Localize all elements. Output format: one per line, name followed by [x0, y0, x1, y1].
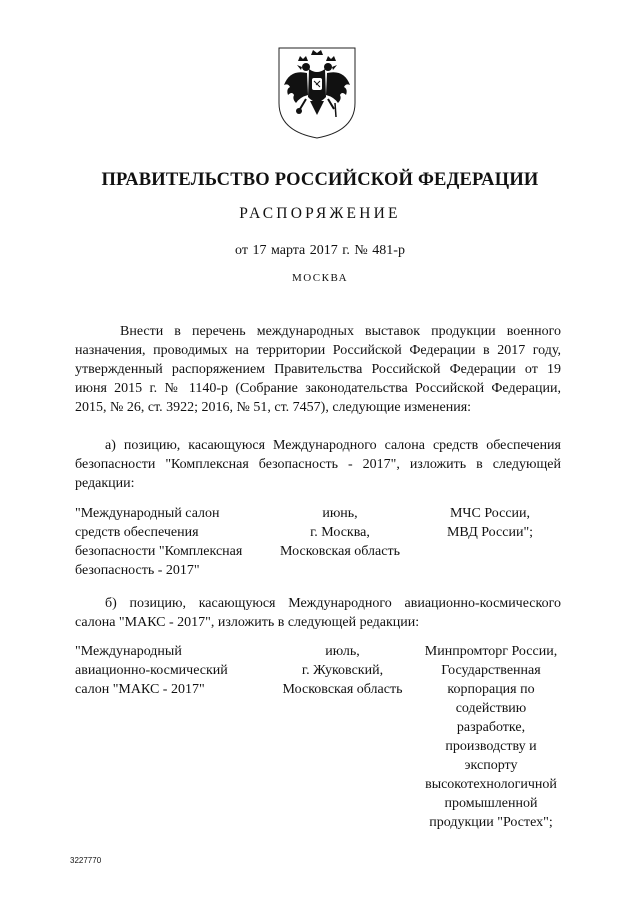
- coat-of-arms-emblem: [276, 45, 358, 141]
- entry-1-place: [270, 504, 410, 561]
- entry-2-organizer-line: Минпромторг России,: [424, 644, 558, 659]
- entry-2-organizer-line: разработке,: [456, 720, 526, 735]
- entry-1-organizer-line: МВД России";: [446, 525, 534, 540]
- entry-2-organizer-line: продукции "Ростех";: [429, 815, 553, 830]
- organization-title: ПРАВИТЕЛЬСТВО РОССИЙСКОЙ ФЕДЕРАЦИИ: [101, 170, 539, 190]
- entry-2-place-line: июль,: [325, 644, 360, 659]
- entry-2-organizer: [412, 642, 570, 832]
- entry-1-place-line: Московская область: [280, 544, 400, 559]
- document-type: РАСПОРЯЖЕНИЕ: [239, 205, 401, 222]
- entry-1-name: [75, 504, 285, 580]
- entry-2-place-line: Московская область: [282, 682, 403, 697]
- entry-2-organizer-line: промышленной: [444, 796, 538, 811]
- entry-1-place-line: июнь,: [322, 506, 358, 521]
- entry-2-organizer-line: Государственная: [441, 663, 541, 678]
- document-code: 3227770: [70, 856, 102, 865]
- entry-2-organizer-line: корпорация по: [447, 682, 535, 697]
- entry-2-name-line: авиационно-космический: [75, 663, 228, 678]
- entry-1-name-line: "Международный салон: [75, 506, 220, 521]
- item-b-paragraph: б) позицию, касающуюся Международного авиационно-космического салона "МАКС - 2017", изложить в следующей редакции:: [75, 596, 561, 630]
- entry-1-name-line: средств обеспечения: [75, 525, 199, 540]
- document-date-number: от 17 марта 2017 г. № 481-р: [235, 243, 405, 258]
- entry-1-name-line: безопасность - 2017": [75, 563, 200, 578]
- entry-2-organizer-line: высокотехнологичной: [425, 777, 557, 792]
- entry-2-name-line: салон "МАКС - 2017": [75, 682, 205, 697]
- entry-2-place: [270, 642, 415, 699]
- item-a-paragraph: а) позицию, касающуюся Международного салона средств обеспечения безопасности "Комплексная безопасность - 2017", изложить в следующей редакции:: [75, 438, 561, 491]
- intro-paragraph: Внести в перечень международных выставок продукции военного назначения, проводимых на территории Российской Федерации в 2017 году, утвержденный распоряжением Правительства Российской Федерации от 19 июня 2015 г. № 1140-р (Собрание законодательства Российской Федерации, 2015, № 26, ст. 3922; 2016, № 51, ст. 7457), следующие изменения:: [75, 324, 561, 415]
- entry-1-organizer-line: МЧС России,: [449, 506, 531, 521]
- entry-1-place-line: г. Москва,: [310, 525, 370, 540]
- entry-2-organizer-line: экспорту: [464, 758, 518, 773]
- entry-1-organizer: [415, 504, 565, 542]
- entry-2-name: [75, 642, 285, 699]
- entry-2-name-line: "Международный: [75, 644, 182, 659]
- entry-1-name-line: безопасности "Комплексная: [75, 544, 243, 559]
- entry-2-organizer-line: содействию: [455, 701, 527, 716]
- entry-2-place-line: г. Жуковский,: [301, 663, 384, 678]
- entry-2-organizer-line: производству и: [445, 739, 537, 754]
- document-city: МОСКВА: [291, 272, 349, 284]
